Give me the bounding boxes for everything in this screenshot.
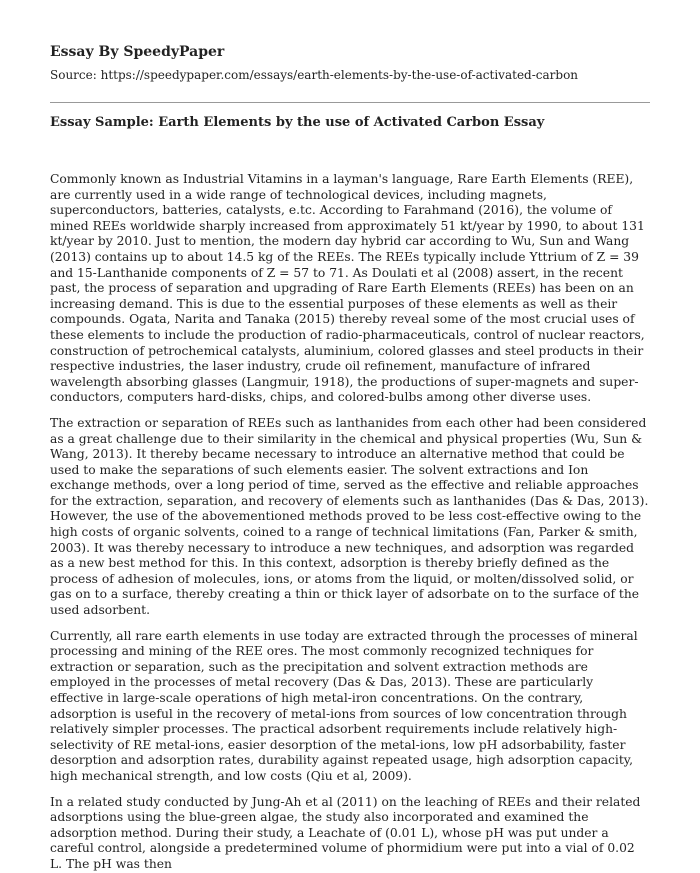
essay-paragraph-1: Commonly known as Industrial Vitamins in a layman's language, Rare Earth Elements (REE), are currently used in a wide range of technological devices, including magnets, superconductors, batteries, catalysts, e.tc. According to Farahmand (2016), the volume of mined REEs worldwide sharply increased from approximately 51 kt/year by 1990, to about 131 kt/year by 2010. Just to mention, the modern day hybrid car according to Wu, Sun and Wang (2013) contains up to about 14.5 kg of the REEs. The REEs typically include Yttrium of Z = 39 and 15-Lanthanide components of Z = 57 to 71. As Doulati et al (2008) assert, in the recent past, the process of separation and upgrading of Rare Earth Elements (REEs) has been on an increasing demand. This is due to the essential purposes of these elements as well as their compounds. Ogata, Narita and Tanaka (2015) thereby reveal some of the most crucial uses of these elements to include the production of radio-pharmaceuticals, control of nuclear reactors, construction of petrochemical catalysts, aluminium, colored glasses and steel products in their respective industries, the laser industry, crude oil refinement, manufacture of infrared wavelength absorbing glasses (Langmuir, 1918), the productions of super-magnets and super-conductors, computers hard-disks, chips, and colored-bulbs among other diverse uses. (50, 172, 645, 405)
essay-title: Essay Sample: Earth Elements by the use of Activated Carbon Essay (50, 115, 545, 130)
essay-paragraph-4: In a related study conducted by Jung-Ah et al (2011) on the leaching of REEs and their related adsorptions using the blue-green algae, the study also incorporated and examined the adsorption method. During their study, a Leachate of (0.01 L), whose pH was put under a careful control, alongside a predetermined volume of phormidium were put into a vial of 0.02 L. The pH was then (50, 794, 641, 871)
essay-paragraph-3: Currently, all rare earth elements in use today are extracted through the processes of mineral processing and mining of the REE ores. The most commonly recognized techniques for extraction or separation, such as the precipitation and solvent extraction methods are employed in the processes of metal recovery (Das & Das, 2013). These are particularly effective in large-scale operations of high metal-iron concentrations. On the contrary, adsorption is useful in the recovery of metal-ions from sources of low concentration through relatively simpler processes. The practical adsorbent requirements include relatively high-selectivity of RE metal-ions, easier desorption of the metal-ions, low pH adsorbability, faster desorption and adsorption rates, durability against repeated usage, high adsorption capacity, high mechanical strength, and low costs (Qiu et al, 2009). (50, 628, 638, 783)
source-line: Source: https://speedypaper.com/essays/earth-elements-by-the-use-of-activated-carbon (50, 68, 579, 82)
header-divider (50, 102, 650, 103)
essay-paragraph-2: The extraction or separation of REEs such as lanthanides from each other had been considered as a great challenge due to their similarity in the chemical and physical properties (Wu, Sun & Wang, 2013). It thereby became necessary to introduce an alternative method that could be used to make the separations of such elements easier. The solvent extractions and Ion exchange methods, over a long period of time, served as the effective and reliable approaches for the extraction, separation, and recovery of elements such as lanthanides (Das & Das, 2013). However, the use of the abovementioned methods proved to be less cost-effective owing to the high costs of organic solvents, coined to a range of technical limitations (Fan, Parker & smith, 2003). It was thereby necessary to introduce a new techniques, and adsorption was regarded as a new best method for this. In this context, adsorption is thereby briefly defined as the process of adhesion of molecules, ions, or atoms from the liquid, or molten/dissolved solid, or gas on to a surface, thereby creating a thin or thick layer of adsorbate on to the surface of the used adsorbent. (50, 415, 649, 618)
brand-title: Essay By SpeedyPaper (50, 44, 225, 60)
